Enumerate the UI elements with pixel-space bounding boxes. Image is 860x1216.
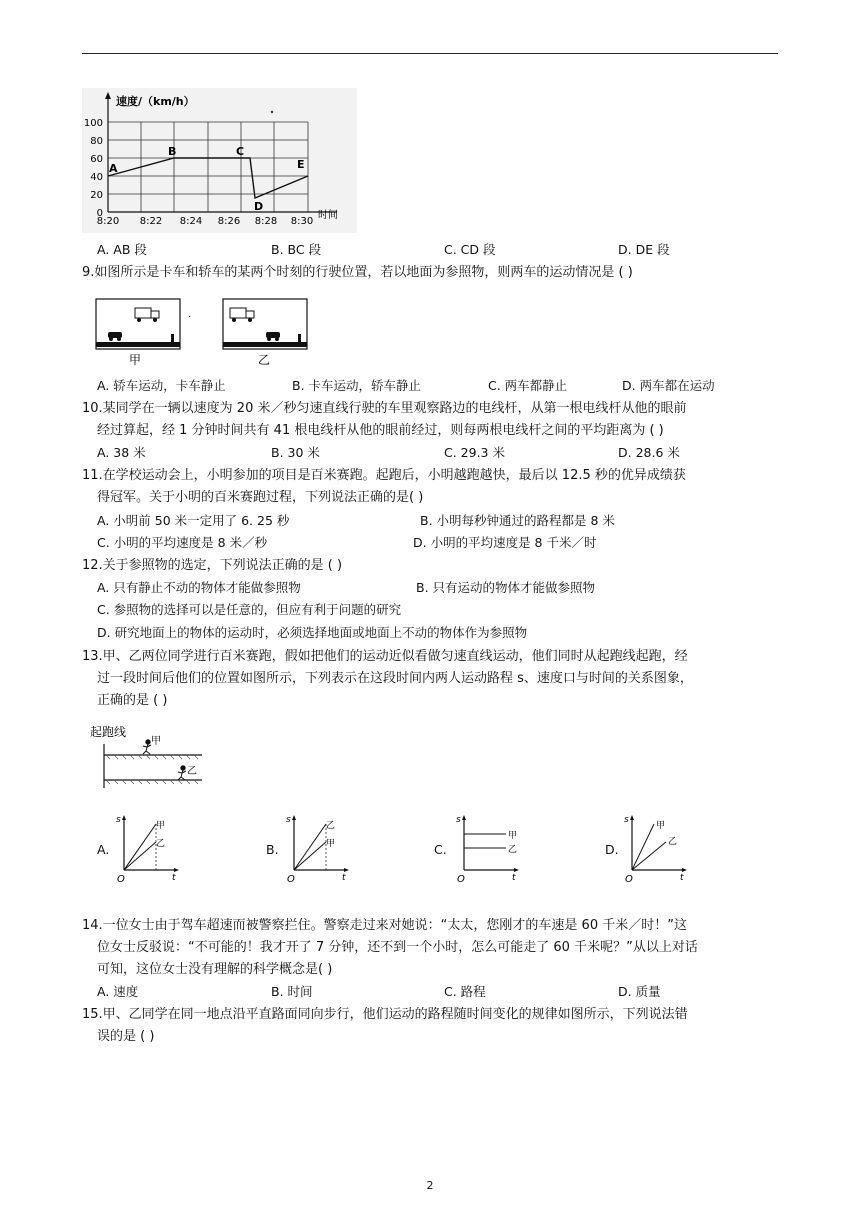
q12-option-b: B. 只有运动的物体才能做参照物: [416, 580, 596, 595]
q15-line1: 15.甲、乙同学在同一地点沿平直路面同向步行，他们运动的路程随时间变化的规律如图所示，下列说法错: [82, 1007, 688, 1022]
q14-option-a: A. 速度: [97, 984, 139, 999]
q14-line3: 可知，这位女士没有理解的科学概念是( ): [97, 962, 333, 977]
svg-text:甲: 甲: [326, 839, 336, 849]
svg-text:乙: 乙: [156, 839, 166, 849]
truck-icon: [135, 308, 151, 318]
q12-line1: 12.关于参照物的选定，下列说法正确的是 ( ): [82, 558, 343, 573]
svg-text:乙: 乙: [668, 837, 678, 847]
q13-line3: 正确的是 ( ): [97, 693, 168, 708]
q13-graph-d: [620, 812, 694, 884]
q9-text: 9.如图所示是卡车和轿车的某两个时刻的行驶位置，若以地面为参照物，则两车的运动情况是 ( ): [82, 265, 633, 280]
q9-option-c: C. 两车都静止: [488, 378, 568, 393]
q8-option-b: B. BC 段: [271, 242, 322, 257]
x-tick-label: 8:30: [290, 216, 314, 227]
q14-option-d: D. 质量: [618, 984, 661, 999]
svg-text:甲: 甲: [656, 821, 666, 831]
x-tick-label: 8:26: [217, 216, 241, 227]
runner-jia-icon: [143, 740, 151, 754]
y-tick-label: 100: [83, 118, 103, 129]
q9-label-jia: 甲: [129, 353, 142, 367]
dot-mark: ·: [188, 312, 192, 323]
svg-text:t: t: [342, 873, 346, 883]
q13-option-b-letter: B.: [266, 842, 279, 857]
svg-text:s: s: [456, 815, 461, 825]
q8-option-c: C. CD 段: [444, 242, 496, 257]
truck-icon: [230, 308, 246, 318]
q13-option-a-letter: A.: [97, 842, 110, 857]
svg-text:甲: 甲: [508, 831, 518, 841]
q13-graph-a: [112, 812, 182, 884]
q13-line1: 13.甲、乙两位同学进行百米赛跑，假如把他们的运动近似看做匀速直线运动，他们同时从起跑线起跑，经: [82, 649, 688, 664]
stray-mark: [271, 111, 273, 113]
q15-line2: 误的是 ( ): [97, 1029, 155, 1044]
car-icon: [266, 332, 280, 338]
svg-text:s: s: [624, 815, 629, 825]
q9-option-b: B. 卡车运动，轿车静止: [292, 378, 422, 393]
q11-option-a: A. 小明前 50 米一定用了 6. 25 秒: [97, 513, 290, 528]
y-tick-label: 60: [90, 154, 103, 165]
chart-xlabel: 时间: [318, 210, 338, 221]
y-tick-label: 20: [90, 190, 103, 201]
svg-text:t: t: [172, 873, 176, 883]
q11-option-c: C. 小明的平均速度是 8 米／秒: [97, 535, 268, 550]
q9-option-d: D. 两车都在运动: [622, 378, 715, 393]
q12-option-a: A. 只有静止不动的物体才能做参照物: [97, 580, 301, 595]
svg-text:乙: 乙: [326, 821, 336, 831]
q10-option-c: C. 29.3 米: [444, 445, 505, 460]
q11-line2: 得冠军。关于小明的百米赛跑过程，下列说法正确的是( ): [97, 490, 424, 505]
q11-line1: 11.在学校运动会上，小明参加的项目是百米赛跑。起跑后，小明越跑越快，最后以 12.5 秒的优异成绩获: [82, 468, 686, 483]
chart-ylabel: 速度/（km/h）: [116, 95, 195, 108]
svg-text:O: O: [287, 874, 295, 884]
x-tick-label: 8:20: [96, 216, 120, 227]
header-rule: [82, 53, 778, 54]
svg-text:O: O: [625, 874, 633, 884]
pole-icon: [171, 334, 174, 342]
car-icon: [108, 332, 122, 338]
runner-yi-icon: [178, 766, 186, 780]
svg-text:s: s: [116, 815, 121, 825]
runner-jia-label: 甲: [151, 736, 161, 747]
q8-option-d: D. DE 段: [618, 242, 670, 257]
svg-text:s: s: [286, 815, 291, 825]
x-tick-label: 8:24: [179, 216, 203, 227]
q10-option-d: D. 28.6 米: [618, 445, 680, 460]
q9-diagram-jia: [95, 298, 185, 368]
q14-line1: 14.一位女士由于驾车超速而被警察拦住。警察走过来对她说：“太太，您刚才的车速是 60 千米／时！”这: [82, 918, 687, 933]
q12-option-d: D. 研究地面上的物体的运动时，必须选择地面或地面上不动的物体作为参照物: [97, 625, 528, 640]
svg-text:O: O: [457, 874, 465, 884]
q12-option-c: C. 参照物的选择可以是任意的，但应有利于问题的研究: [97, 602, 402, 617]
q10-option-b: B. 30 米: [271, 445, 320, 460]
q10-line2: 经过算起，经 1 分钟时间共有 41 根电线杆从他的眼前经过，则每两根电线杆之间的平均距离为 ( ): [97, 423, 664, 438]
runner-yi-label: 乙: [187, 766, 197, 777]
page-number: 2: [426, 1179, 434, 1192]
track-start-label: 起跑线: [90, 725, 127, 739]
svg-text:乙: 乙: [508, 845, 518, 855]
q13-line2: 过一段时间后他们的位置如图所示，下列表示在这段时间内两人运动路程 s、速度口与时间的关系图象，: [97, 671, 693, 686]
q8-option-a: A. AB 段: [97, 242, 147, 257]
point-label-e: E: [297, 158, 305, 171]
svg-text:t: t: [680, 873, 684, 883]
x-tick-label: 8:22: [139, 216, 163, 227]
q13-option-d-letter: D.: [605, 842, 619, 857]
point-label-c: C: [236, 145, 245, 158]
q11-option-d: D. 小明的平均速度是 8 千米／时: [413, 535, 597, 550]
q13-graph-b: [282, 812, 352, 884]
point-label-a: A: [109, 162, 118, 175]
q9-option-a: A. 轿车运动，卡车静止: [97, 378, 226, 393]
x-tick-label: 8:28: [254, 216, 278, 227]
q13-option-c-letter: C.: [434, 842, 447, 857]
q13-graph-c: [452, 812, 526, 884]
pole-icon: [298, 334, 301, 342]
y-tick-label: 0: [96, 208, 103, 219]
q14-option-c: C. 路程: [444, 984, 486, 999]
point-label-d: D: [254, 200, 264, 213]
y-tick-label: 40: [90, 172, 103, 183]
q10-line1: 10.某同学在一辆以速度为 20 米／秒匀速直线行驶的车里观察路边的电线杆，从第一根电线杆从他的眼前: [82, 401, 687, 416]
q9-diagram-yi: [222, 298, 312, 368]
speed-time-chart: [82, 88, 357, 233]
svg-text:t: t: [512, 873, 516, 883]
q9-label-yi: 乙: [258, 353, 271, 367]
y-tick-label: 80: [90, 136, 103, 147]
svg-text:O: O: [117, 874, 125, 884]
q14-option-b: B. 时间: [271, 984, 313, 999]
q13-track-diagram: [90, 722, 210, 792]
q14-line2: 位女士反驳说：“不可能的！我才开了 7 分钟，还不到一个小时，怎么可能走了 60 千米呢？”从以上对话: [97, 940, 698, 955]
point-label-b: B: [168, 145, 177, 158]
q10-option-a: A. 38 米: [97, 445, 146, 460]
q11-option-b: B. 小明每秒钟通过的路程都是 8 米: [420, 513, 615, 528]
svg-text:甲: 甲: [156, 821, 166, 831]
